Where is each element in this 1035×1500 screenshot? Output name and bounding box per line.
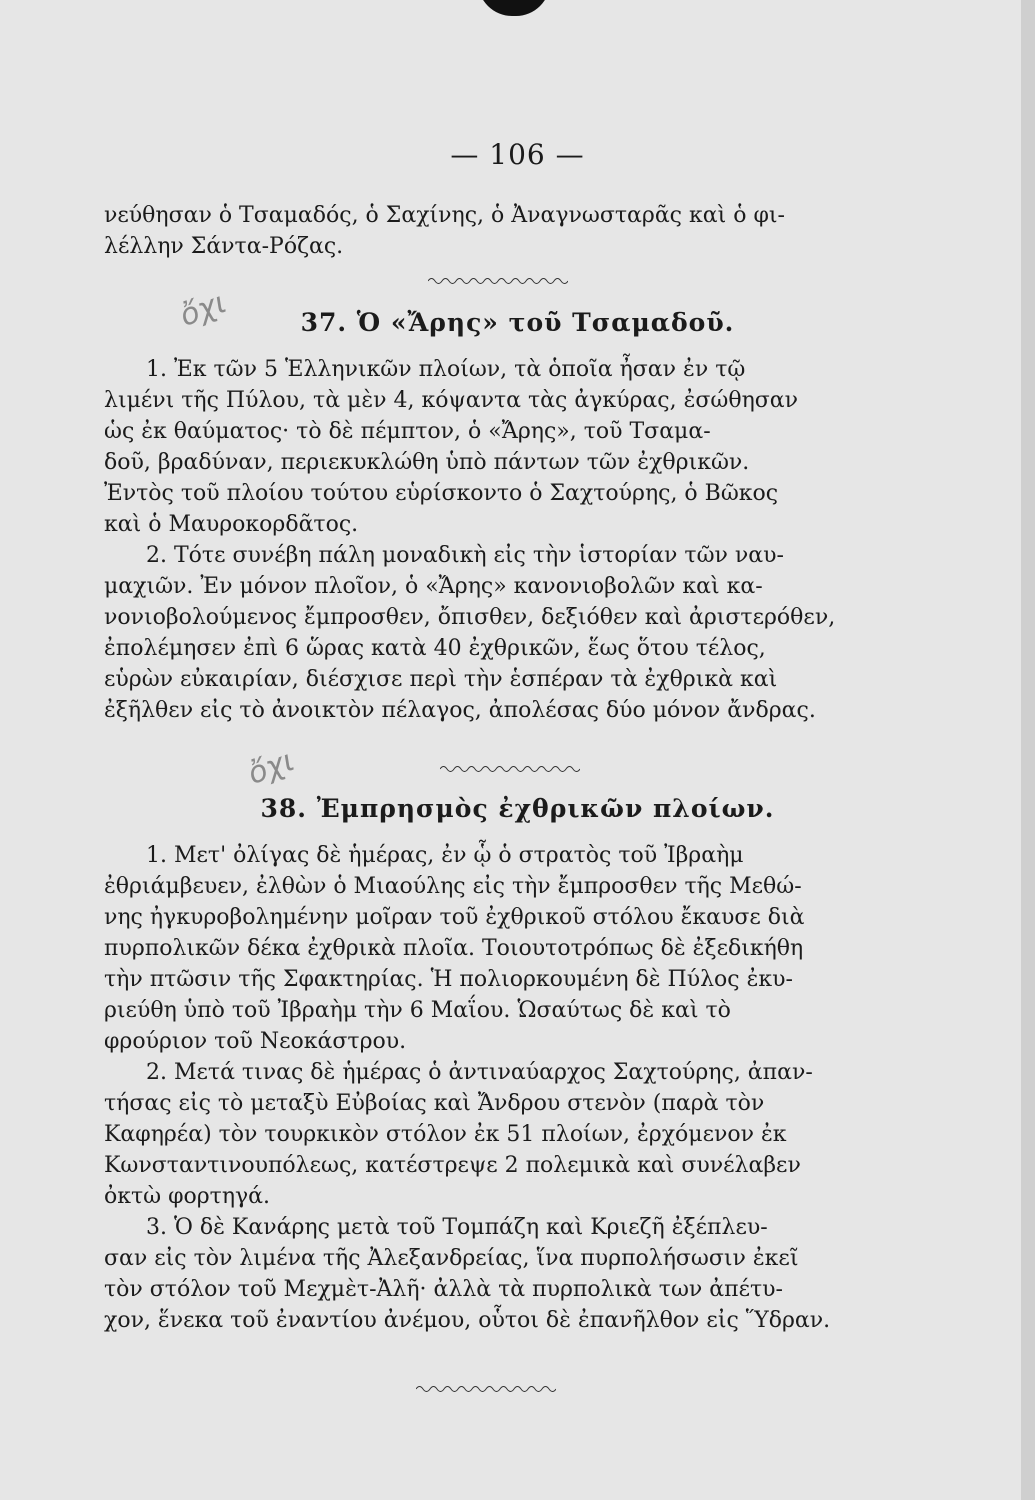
text-line: νης ἠγκυροβολημένην μοῖραν τοῦ ἐχθρικοῦ στόλου ἔκαυσε διὰ (104, 905, 805, 930)
text-line: ἐξῆλθεν εἰς τὸ ἀνοικτὸν πέλαγος, ἀπολέσας δύο μόνον ἄνδρας. (104, 698, 816, 723)
text-line: 2. Τότε συνέβη πάλη μοναδικὴ εἰς τὴν ἱστορίαν τῶν ναυ- (146, 543, 784, 568)
text-line: 1. Μετ' ὀλίγας δὲ ἡμέρας, ἐν ᾧ ὁ στρατὸς τοῦ Ἰβραὴμ (146, 843, 744, 868)
text-line: μαχιῶν. Ἐν μόνον πλοῖον, ὁ «Ἄρης» κανονιοβολῶν καὶ κα- (104, 574, 763, 599)
text-line: ριεύθη ὑπὸ τοῦ Ἰβραὴμ τὴν 6 Μαΐου. Ὡσαύτως δὲ καὶ τὸ (104, 998, 731, 1023)
page-edge (1021, 0, 1035, 1500)
continuation-text (104, 200, 924, 262)
text-line: χον, ἕνεκα τοῦ ἐναντίου ἀνέμου, οὗτοι δὲ ἐπανῆλθον εἰς Ὕδραν. (104, 1308, 831, 1333)
wavy-divider (428, 276, 568, 286)
text-line: τήσας εἰς τὸ μεταξὺ Εὐβοίας καὶ Ἄνδρου στενὸν (παρὰ τὸν (104, 1091, 765, 1116)
pencil-margin-note: ὄχι (243, 743, 299, 792)
text-line: σαν εἰς τὸν λιμένα τῆς Ἀλεξανδρείας, ἵνα πυρπολήσωσιν ἐκεῖ (104, 1246, 799, 1271)
text-line: 1. Ἐκ τῶν 5 Ἑλληνικῶν πλοίων, τὰ ὁποῖα ἦσαν ἐν τῷ (146, 357, 746, 382)
text-line: ἐθριάμβευεν, ἐλθὼν ὁ Μιαούλης εἰς τὴν ἔμπροσθεν τῆς Μεθώ- (104, 874, 802, 899)
wavy-divider (440, 764, 580, 774)
section-heading-38: 38. Ἐμπρησμὸς ἐχθρικῶν πλοίων. (260, 794, 775, 823)
text-line: καὶ ὁ Μαυροκορδᾶτος. (104, 512, 359, 537)
text-line: δοῦ, βραδύναν, περιεκυκλώθη ὑπὸ πάντων τῶν ἐχθρικῶν. (104, 450, 750, 475)
text-line: φρούριον τοῦ Νεοκάστρου. (104, 1029, 407, 1054)
text-line: εὑρὼν εὐκαιρίαν, διέσχισε περὶ τὴν ἑσπέραν τὰ ἐχθρικὰ καὶ (104, 667, 778, 692)
text-line: ὡς ἐκ θαύματος· τὸ δὲ πέμπτον, ὁ «Ἄρης», τοῦ Τσαμα- (104, 419, 711, 444)
text-line: λιμένι τῆς Πύλου, τὰ μὲν 4, κόψαντα τὰς ἀγκύρας, ἐσώθησαν (104, 388, 799, 413)
text-line: νονιοβολούμενος ἔμπροσθεν, ὄπισθεν, δεξιόθεν καὶ ἀριστερόθεν, (104, 605, 836, 630)
text-line: λέλλην Σάντα-Ρόζας. (104, 234, 344, 259)
page-number: — 106 — (450, 138, 585, 171)
text-line: 2. Μετά τινας δὲ ἡμέρας ὁ ἀντιναύαρχος Σαχτούρης, ἀπαν- (146, 1060, 813, 1085)
ink-blot (478, 0, 550, 16)
text-line: Ἐντὸς τοῦ πλοίου τούτου εὑρίσκοντο ὁ Σαχτούρης, ὁ Βῶκος (104, 481, 779, 506)
text-line: Κωνσταντινουπόλεως, κατέστρεψε 2 πολεμικὰ καὶ συνέλαβεν (104, 1153, 801, 1178)
text-line: τὴν πτῶσιν τῆς Σφακτηρίας. Ἡ πολιορκουμένη δὲ Πύλος ἐκυ- (104, 967, 793, 992)
section-heading-37: 37. Ὁ «Ἄρης» τοῦ Τσαμαδοῦ. (300, 308, 735, 337)
text-line: πυρπολικῶν δέκα ἐχθρικὰ πλοῖα. Τοιουτοτρόπως δὲ ἐξεδικήθη (104, 936, 804, 961)
text-line: τὸν στόλον τοῦ Μεχμὲτ-Ἀλῆ· ἀλλὰ τὰ πυρπολικὰ των ἀπέτυ- (104, 1277, 783, 1302)
section-38-body (104, 840, 924, 1336)
text-line: 3. Ὁ δὲ Κανάρης μετὰ τοῦ Τομπάζη καὶ Κριεζῆ ἐξέπλευ- (146, 1215, 768, 1240)
text-line: Καφηρέα) τὸν τουρκικὸν στόλον ἐκ 51 πλοίων, ἐρχόμενον ἐκ (104, 1122, 787, 1147)
text-line: νεύθησαν ὁ Τσαμαδός, ὁ Σαχίνης, ὁ Ἀναγνωσταρᾶς καὶ ὁ φι- (104, 203, 785, 228)
pencil-margin-note: ὄχι (175, 285, 231, 334)
text-line: ὀκτὼ φορτηγά. (104, 1184, 271, 1209)
text-line: ἐπολέμησεν ἐπὶ 6 ὥρας κατὰ 40 ἐχθρικῶν, ἕως ὅτου τέλος, (104, 636, 766, 661)
wavy-divider (416, 1384, 556, 1394)
section-37-body (104, 354, 924, 726)
